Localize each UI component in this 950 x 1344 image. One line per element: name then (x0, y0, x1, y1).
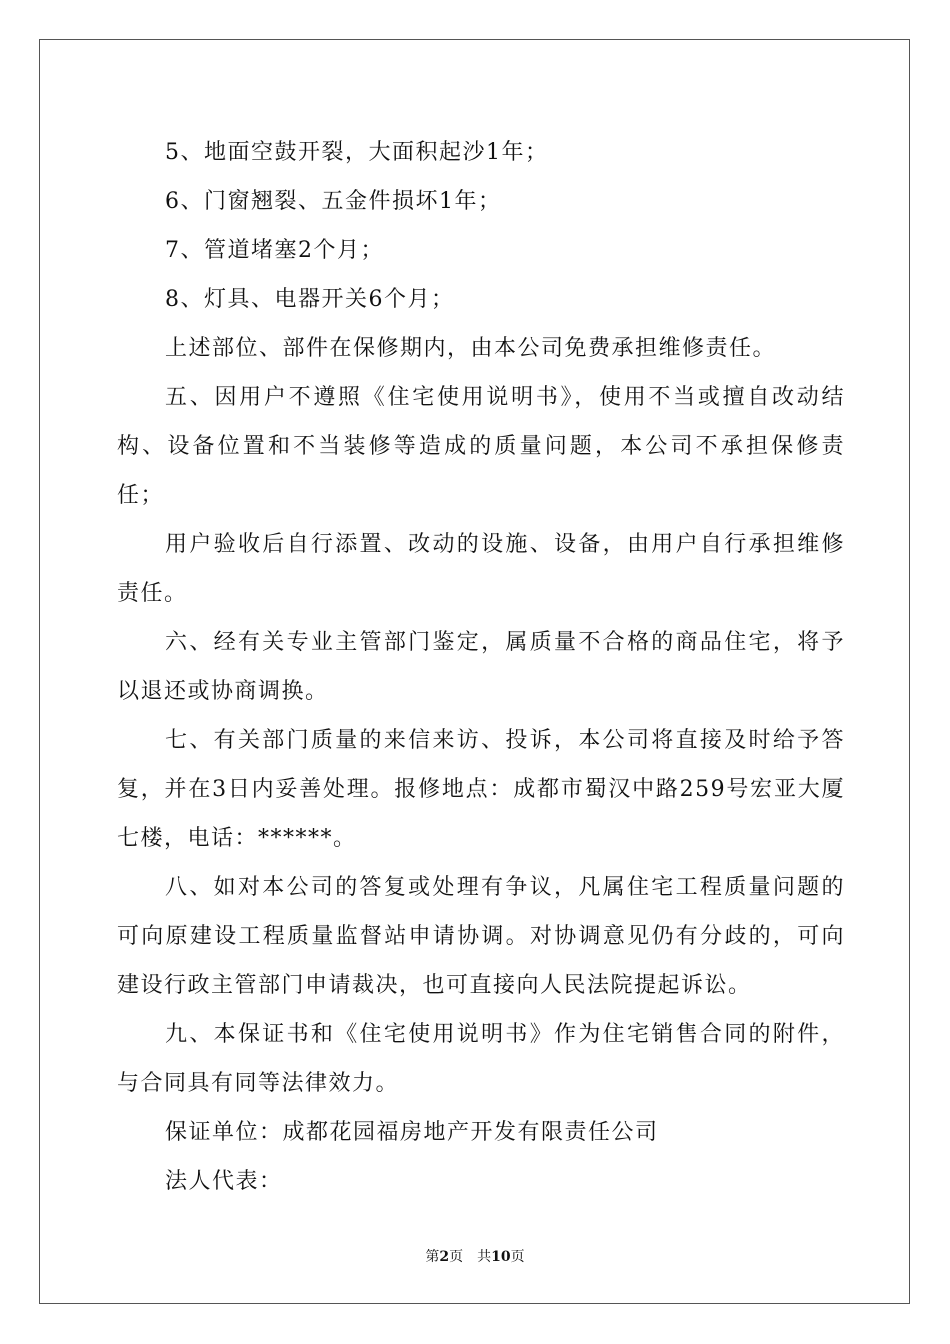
page-prefix: 第 (425, 1249, 440, 1265)
total-suffix: 页 (510, 1249, 525, 1265)
page-suffix: 页 (449, 1249, 464, 1265)
paragraph-clause-9: 九、本保证书和《住宅使用说明书》作为住宅销售合同的附件，与合同具有同等法律效力。 (117, 1022, 845, 1096)
legal-representative-line: 法人代表： (165, 1169, 283, 1194)
paragraph-item-8: 8、灯具、电器开关6个月； (165, 287, 455, 312)
total-pages: 10 (491, 1249, 511, 1265)
page-footer (0, 1248, 950, 1266)
paragraph-clause-6: 六、经有关专业主管部门鉴定，属质量不合格的商品住宅，将予以退还或协商调换。 (117, 630, 845, 704)
paragraph-warranty-summary: 上述部位、部件在保修期内，由本公司免费承担维修责任。 (165, 336, 777, 361)
paragraph-item-5: 5、地面空鼓开裂，大面积起沙1年； (165, 140, 549, 165)
document-body (117, 128, 845, 1206)
paragraph-user-additions: 用户验收后自行添置、改动的设施、设备，由用户自行承担维修责任。 (117, 532, 845, 606)
paragraph-item-7: 7、管道堵塞2个月； (165, 238, 384, 263)
paragraph-clause-8: 八、如对本公司的答复或处理有争议，凡属住宅工程质量问题的可向原建设工程质量监督站申请协调。对协调意见仍有分歧的，可向建设行政主管部门申请裁决，也可直接向人民法院提起诉讼。 (117, 875, 845, 998)
guarantor-line: 保证单位：成都花园福房地产开发有限责任公司 (165, 1120, 659, 1145)
total-prefix: 共 (477, 1249, 492, 1265)
paragraph-clause-5: 五、因用户不遵照《住宅使用说明书》，使用不当或擅自改动结构、设备位置和不当装修等造成的质量问题，本公司不承担保修责任； (117, 385, 845, 508)
paragraph-item-6: 6、门窗翘裂、五金件损坏1年； (165, 189, 502, 214)
paragraph-clause-7: 七、有关部门质量的来信来访、投诉，本公司将直接及时给予答复，并在3日内妥善处理。报修地点：成都市蜀汉中路259号宏亚大厦七楼，电话：******。 (117, 728, 845, 851)
page-number: 2 (439, 1249, 450, 1265)
